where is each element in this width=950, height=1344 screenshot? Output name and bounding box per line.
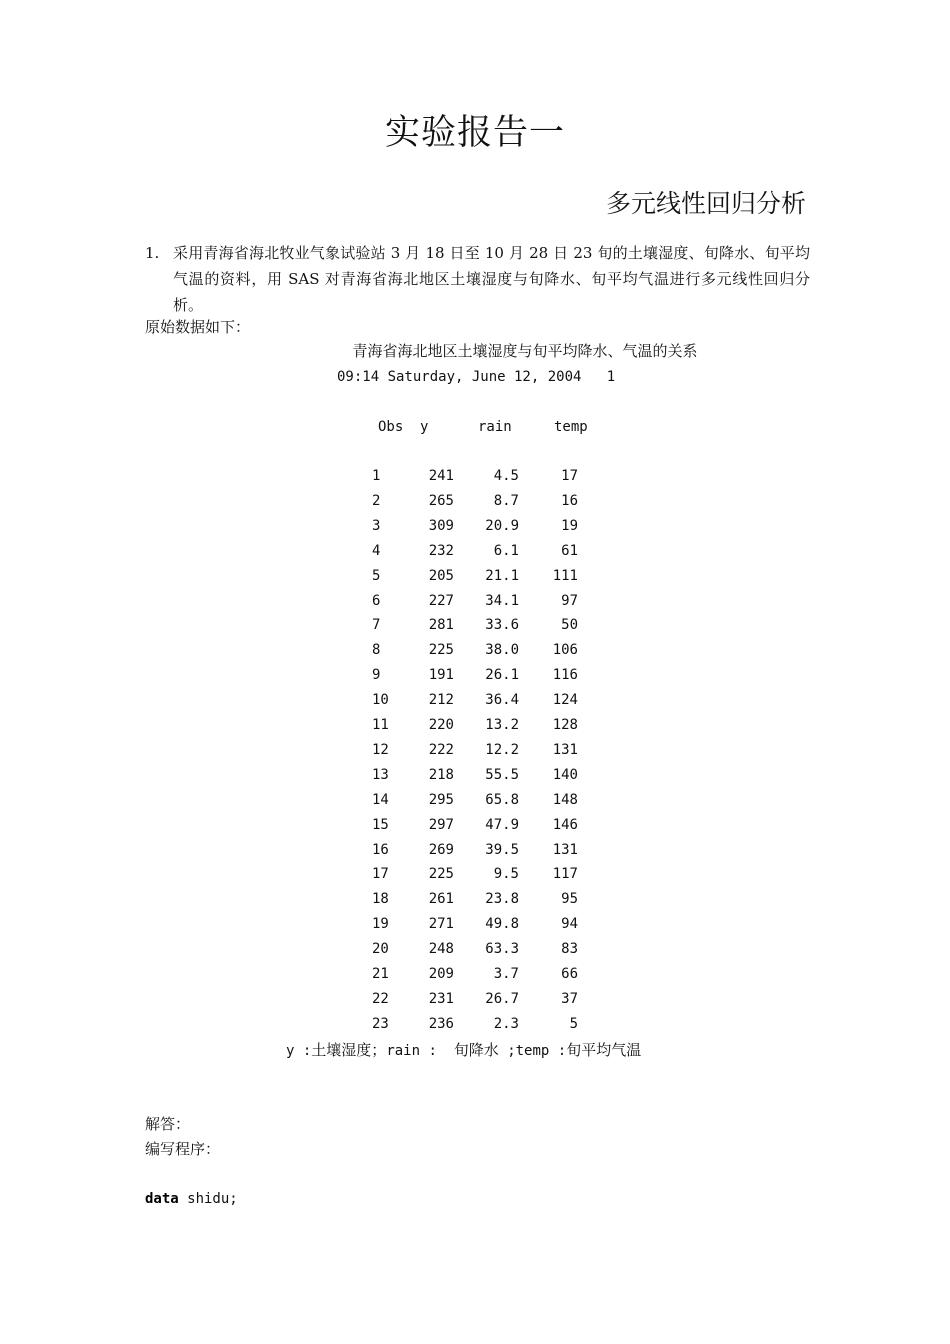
code-keyword: data	[145, 1191, 179, 1207]
question-number: 1.	[145, 244, 160, 262]
cell-obs: 9	[372, 667, 381, 684]
cell-rain: 33.6	[485, 617, 519, 634]
cell-obs: 21	[372, 966, 389, 982]
cell-obs: 15	[372, 816, 389, 833]
output-date-line: 09:14 Saturday, June 12, 2004 1	[337, 369, 616, 385]
cell-obs: 22	[372, 990, 389, 1007]
cell-rain: 6.1	[493, 542, 519, 559]
cell-obs: 8	[372, 642, 381, 659]
header-obs: Obs	[378, 419, 404, 435]
cell-temp: 146	[552, 816, 578, 833]
cell-y: 191	[428, 667, 454, 684]
cell-obs: 20	[372, 941, 389, 958]
code-rest: shidu;	[178, 1191, 238, 1207]
question-paragraph	[145, 240, 810, 318]
cell-y: 227	[428, 592, 454, 609]
cell-y: 225	[428, 642, 454, 659]
cell-obs: 16	[372, 841, 389, 858]
header-rain: rain	[478, 419, 512, 435]
cell-obs: 19	[372, 916, 389, 933]
cell-obs: 17	[372, 866, 389, 883]
cell-rain: 9.5	[493, 866, 519, 883]
cell-rain: 26.1	[485, 667, 519, 684]
cell-rain: 2.3	[493, 1015, 519, 1032]
cell-obs: 4	[372, 542, 381, 559]
cell-temp: 19	[561, 517, 578, 534]
cell-rain: 23.8	[485, 891, 519, 908]
cell-rain: 3.7	[493, 966, 519, 982]
cell-rain: 21.1	[485, 567, 519, 584]
cell-rain: 4.5	[493, 468, 519, 484]
cell-obs: 3	[372, 517, 381, 534]
header-y: y	[420, 419, 429, 435]
header-temp: temp	[554, 419, 588, 435]
cell-obs: 12	[372, 741, 389, 758]
cell-obs: 10	[372, 692, 389, 709]
cell-y: 231	[428, 990, 454, 1007]
program-label: 编写程序：	[145, 1140, 221, 1158]
cell-rain: 63.3	[485, 941, 519, 958]
cell-rain: 36.4	[485, 692, 519, 709]
cell-rain: 8.7	[493, 492, 519, 509]
cell-y: 281	[428, 617, 454, 634]
cell-rain: 49.8	[485, 916, 519, 933]
cell-temp: 111	[552, 567, 578, 584]
cell-rain: 65.8	[485, 791, 519, 808]
cell-y: 248	[428, 941, 454, 958]
raw-data-label: 原始数据如下：	[145, 318, 251, 336]
cell-temp: 124	[552, 692, 578, 709]
answer-label: 解答：	[145, 1115, 191, 1133]
cell-obs: 6	[372, 592, 381, 609]
cell-obs: 2	[372, 492, 381, 509]
cell-temp: 117	[552, 866, 578, 883]
cell-temp: 5	[569, 1015, 578, 1032]
code-line	[145, 1187, 238, 1211]
cell-obs: 1	[372, 468, 381, 484]
cell-temp: 140	[552, 766, 578, 783]
cell-y: 218	[428, 766, 454, 783]
cell-temp: 128	[552, 717, 578, 733]
cell-y: 295	[428, 791, 454, 808]
legend-line	[286, 1038, 641, 1063]
cell-obs: 13	[372, 766, 389, 783]
cell-rain: 38.0	[485, 642, 519, 659]
output-title: 青海省海北地区土壤湿度与旬平均降水、气温的关系	[352, 342, 698, 360]
cell-obs: 5	[372, 567, 381, 584]
legend-temp-key: ;temp :	[498, 1043, 567, 1059]
cell-y: 212	[428, 692, 454, 709]
cell-obs: 7	[372, 617, 381, 634]
cell-y: 225	[428, 866, 454, 883]
question-text: 采用青海省海北牧业气象试验站 3 月 18 日至 10 月 28 日 23 旬的土壤湿度、旬降水、旬平均气温的资料，用 SAS 对青海省海北地区土壤湿度与旬降水、旬平均气温进行多元线性回归分析。	[173, 244, 810, 314]
cell-temp: 131	[552, 741, 578, 758]
cell-temp: 37	[561, 990, 578, 1007]
cell-rain: 34.1	[485, 592, 519, 609]
cell-y: 222	[428, 741, 454, 758]
cell-temp: 83	[561, 941, 578, 958]
legend-rain-desc: 旬降水	[453, 1041, 499, 1059]
cell-y: 271	[428, 916, 454, 933]
cell-temp: 17	[561, 468, 578, 484]
cell-temp: 95	[561, 891, 578, 908]
cell-y: 297	[428, 816, 454, 833]
legend-rain-key: rain :	[386, 1043, 454, 1059]
cell-temp: 97	[561, 592, 578, 609]
cell-obs: 14	[372, 791, 389, 808]
cell-obs: 18	[372, 891, 389, 908]
cell-rain: 47.9	[485, 816, 519, 833]
legend-y-desc: 土壤湿度；	[311, 1041, 387, 1059]
cell-temp: 94	[561, 916, 578, 933]
cell-temp: 61	[561, 542, 578, 559]
cell-obs: 11	[372, 717, 389, 733]
cell-temp: 66	[561, 966, 578, 982]
cell-temp: 131	[552, 841, 578, 858]
cell-y: 309	[428, 517, 454, 534]
cell-y: 261	[428, 891, 454, 908]
cell-y: 241	[428, 468, 454, 484]
cell-temp: 148	[552, 791, 578, 808]
cell-rain: 13.2	[485, 717, 519, 733]
cell-rain: 55.5	[485, 766, 519, 783]
cell-y: 265	[428, 492, 454, 509]
page-subtitle: 多元线性回归分析	[605, 189, 806, 218]
cell-y: 236	[428, 1015, 454, 1032]
legend-temp-desc: 旬平均气温	[566, 1041, 642, 1059]
cell-rain: 20.9	[485, 517, 519, 534]
cell-obs: 23	[372, 1015, 389, 1032]
cell-y: 205	[428, 567, 454, 584]
cell-rain: 12.2	[485, 741, 519, 758]
cell-y: 220	[428, 717, 454, 733]
page-title: 实验报告一	[384, 113, 565, 153]
cell-y: 269	[428, 841, 454, 858]
cell-temp: 116	[552, 667, 578, 684]
cell-y: 209	[428, 966, 454, 982]
cell-rain: 26.7	[485, 990, 519, 1007]
cell-y: 232	[428, 542, 454, 559]
cell-temp: 106	[552, 642, 578, 659]
cell-temp: 16	[561, 492, 578, 509]
legend-y-key: y :	[286, 1043, 312, 1059]
cell-rain: 39.5	[485, 841, 519, 858]
cell-temp: 50	[561, 617, 578, 634]
